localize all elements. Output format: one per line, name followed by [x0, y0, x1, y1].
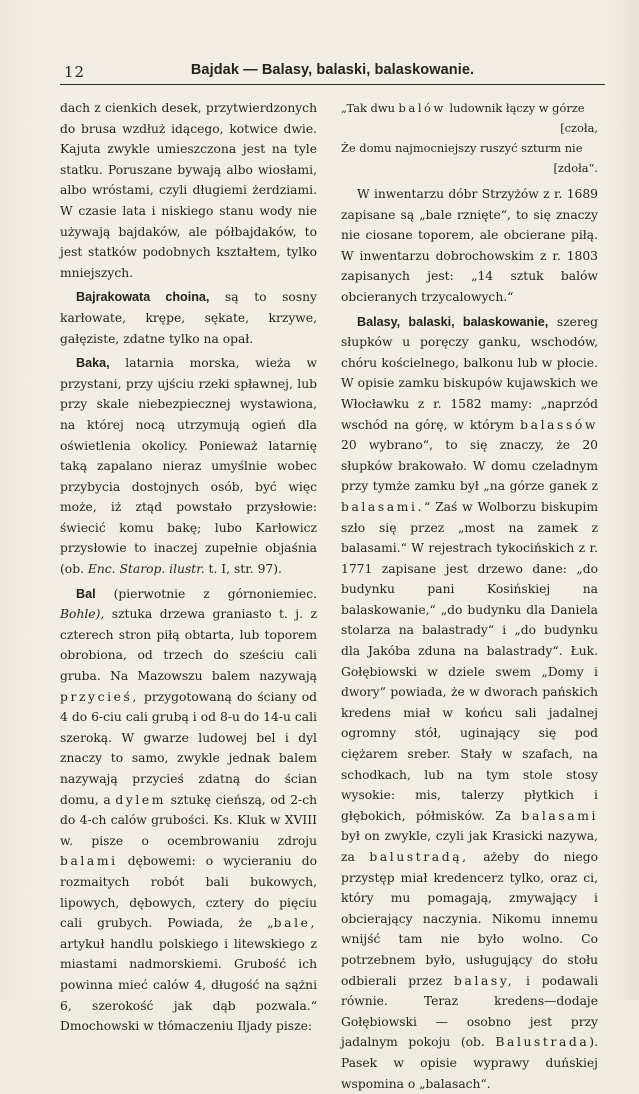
- spaced-term: Balustrada: [495, 1035, 590, 1050]
- entry-text: sztuka drzewa graniasto t. j. z czterech stron piłą obtarta, lub toporem obrobiona, od trzech do sześciu cali gruba. Na Mazowszu balem nazywają: [60, 607, 317, 684]
- entry-text: ). Pasek w opisie wyprawy duńskiej wspomina o „balasach“.: [341, 1035, 598, 1091]
- right-column: [341, 98, 598, 1094]
- entry-text: artykuł handlu polskiego i litewskiego z miastami nadmorskiemi. Grubość ich powinna mieć calów 4, długość na sążni 6, szerokość jak dąb pozwala.“ Dmochowski w tłómaczeniu Iljady pisze:: [60, 936, 317, 1034]
- inventory-paragraph: W inwentarzu dóbr Strzyżów z r. 1689 zapisane są „bale rznięte“, to się znaczy nie ciosane toporem, ale obcierane piłą. W inwentarzu dobrochowskim z r. 1803 zapisanych jest: „14 sztuk balów obcieranych trzycalowych.“: [341, 187, 598, 304]
- quote-line: Że domu najmocniejszy ruszyć szturm nie: [341, 141, 583, 155]
- entry-headword: Bajrakowata choina,: [76, 290, 210, 305]
- entry-text: “ Zaś w Wolborzu biskupim szło się przez „most na zamek z balasami.“ W rejestrach tykocińskich z r. 1771 zapisane jest drzewo dane: „do budynku pani Kosińskiej na balaskowanie,“ „do budynku dla Daniela stolarza na balastrady“ i „do budynku dla Jakóba zduna na balastrady“. Łuk. Gołębiowski w dziele swem „Domy i dwory“ powiada, że w dworach pańskich kredens miał w końcu sali jadalnej ogromny stół, uginający się pod ciężarem sreber. Stały w szafach, na schodkach, lub na tym stole stosy wysokie: mis, talerzy płytkich i głębokich, półmisków. Za: [341, 499, 598, 823]
- entry-text: przygotowaną do ściany od 4 do 6-ciu cali grubą i od 8-u do 14-u cali szeroką. W gwarze ludowej bel i dyl znaczy to samo, zwykle jednak balem nazywają przycieś zdatną do ścian domu, a: [60, 689, 317, 807]
- running-head: Bajdak — Balasy, balaski, balaskowanie.: [190, 62, 475, 78]
- entry-etymology: Bohle),: [60, 607, 105, 622]
- entry-text: 20 wybrano“, to się znaczy, że 20 słupków brakowało. W domu czeladnym przy tymże zamku był „na górze ganek z: [341, 438, 598, 494]
- entry-reference: Enc. Starop. ilustr.: [87, 562, 205, 577]
- entry-headword: Balasy, balaski, balaskowanie,: [357, 314, 549, 329]
- entry-text: szereg słupków u poręczy ganku, wschodów, chóru kościelnego, balkonu lub w płocie. W opisie zamku biskupów kujawskich we Włocławku z r. 1582 mamy: „naprzód wschód na górę, w którym: [341, 314, 598, 432]
- quote-line: [zdoła“.: [553, 161, 598, 175]
- quote-text: ludownik łączy w górze: [445, 101, 585, 115]
- page-number: 12: [64, 63, 86, 81]
- iliad-quote: [341, 98, 598, 178]
- spaced-term: balami: [60, 854, 118, 869]
- entry-text: sztukę cieńszą, od 2-ch do 4-ch calów grubości. Ks. Kluk w XVIII w. pisze o ocembrowaniu zdroju: [60, 792, 318, 848]
- spaced-term: przycieś,: [60, 689, 139, 704]
- spaced-term: dylem: [115, 792, 167, 807]
- spaced-term: balustradą,: [369, 850, 469, 864]
- header-rule: [60, 84, 605, 85]
- spaced-term: balów: [398, 101, 446, 115]
- left-column: [60, 98, 317, 1037]
- entry-headword: Baka,: [76, 356, 110, 371]
- entry-text: dębowemi: o wycieraniu do rozmaitych robót bali bukowych, lipowych, dębowych, cztery do pięciu cali grubych. Powiada, że „: [60, 854, 317, 931]
- entry-text: latarnia morska, wieża w przystani, przy ujściu rzeki spławnej, lub przy skale niebezpiecznej wystawiona, na której nocą utrzymują ogień dla oświetlenia okolicy. Ponieważ latarnię taką zapalano nieraz umyślnie wobec przybycia dostojnych osób, być więc może, iż ztąd powstało przysłowie: świecić komu bakę; lubo Karłowicz przysłowie to inaczej zupełnie objaśnia (ob.: [60, 356, 317, 577]
- entry-baka: [60, 353, 317, 580]
- quote-line: [341, 98, 598, 118]
- bajdak-continuation: dach z cienkich desek, przytwierdzonych do brusa wzdłuż idącego, kotwice dwie. Kajuta zwykle umieszczona jest na tyle statku. Poruszane bywają albo wiosłami, albo wróstami, czyli długiemi żerdziami. W czasie lata i niskiego stanu wody nie używają bajdaków, ale półbajdaków, to jest statków podobnych kształtem, tylko mniejszych.: [60, 101, 317, 280]
- entry-text: (pierwotnie z górnoniemiec.: [95, 586, 317, 601]
- quote-line: [czoła,: [560, 121, 598, 135]
- entry-text: ażeby do niego przystęp miał kredencerz tylko, oraz ci, który mu pomagają, zmywający i obcierający naczynia. Nikomu innemu wnijść tam nie było wolno. Co potrzebnem było, usługujący do stołu odbierali przez: [341, 850, 598, 988]
- entry-bajrakowata-choina: [60, 287, 317, 349]
- spaced-term: balasami.: [341, 499, 425, 514]
- entry-headword: Bal: [76, 586, 96, 601]
- spaced-term: balasy,: [454, 973, 515, 988]
- spaced-term: balassów: [520, 417, 598, 432]
- entry-balasy: [341, 312, 598, 1094]
- spaced-term: bale,: [273, 916, 317, 931]
- entry-text: był on zwykle, czyli jak Krasicki nazywa, za: [341, 829, 598, 864]
- page-header: [60, 61, 605, 83]
- spaced-term: balasami: [521, 808, 598, 823]
- quote-text: „Tak dwu: [341, 101, 395, 115]
- entry-text: są to sosny karłowate, krępe, sękate, krzywe, gałęziste, zdatne tylko na opał.: [60, 290, 317, 346]
- entry-text: t. I, str. 97).: [204, 562, 282, 577]
- entry-bal: [60, 584, 317, 1037]
- entry-text: i podawali równie. Teraz kredens—dodaje Gołębiowski — osobno jest przy jadalnym pokoju (ob.: [341, 973, 599, 1050]
